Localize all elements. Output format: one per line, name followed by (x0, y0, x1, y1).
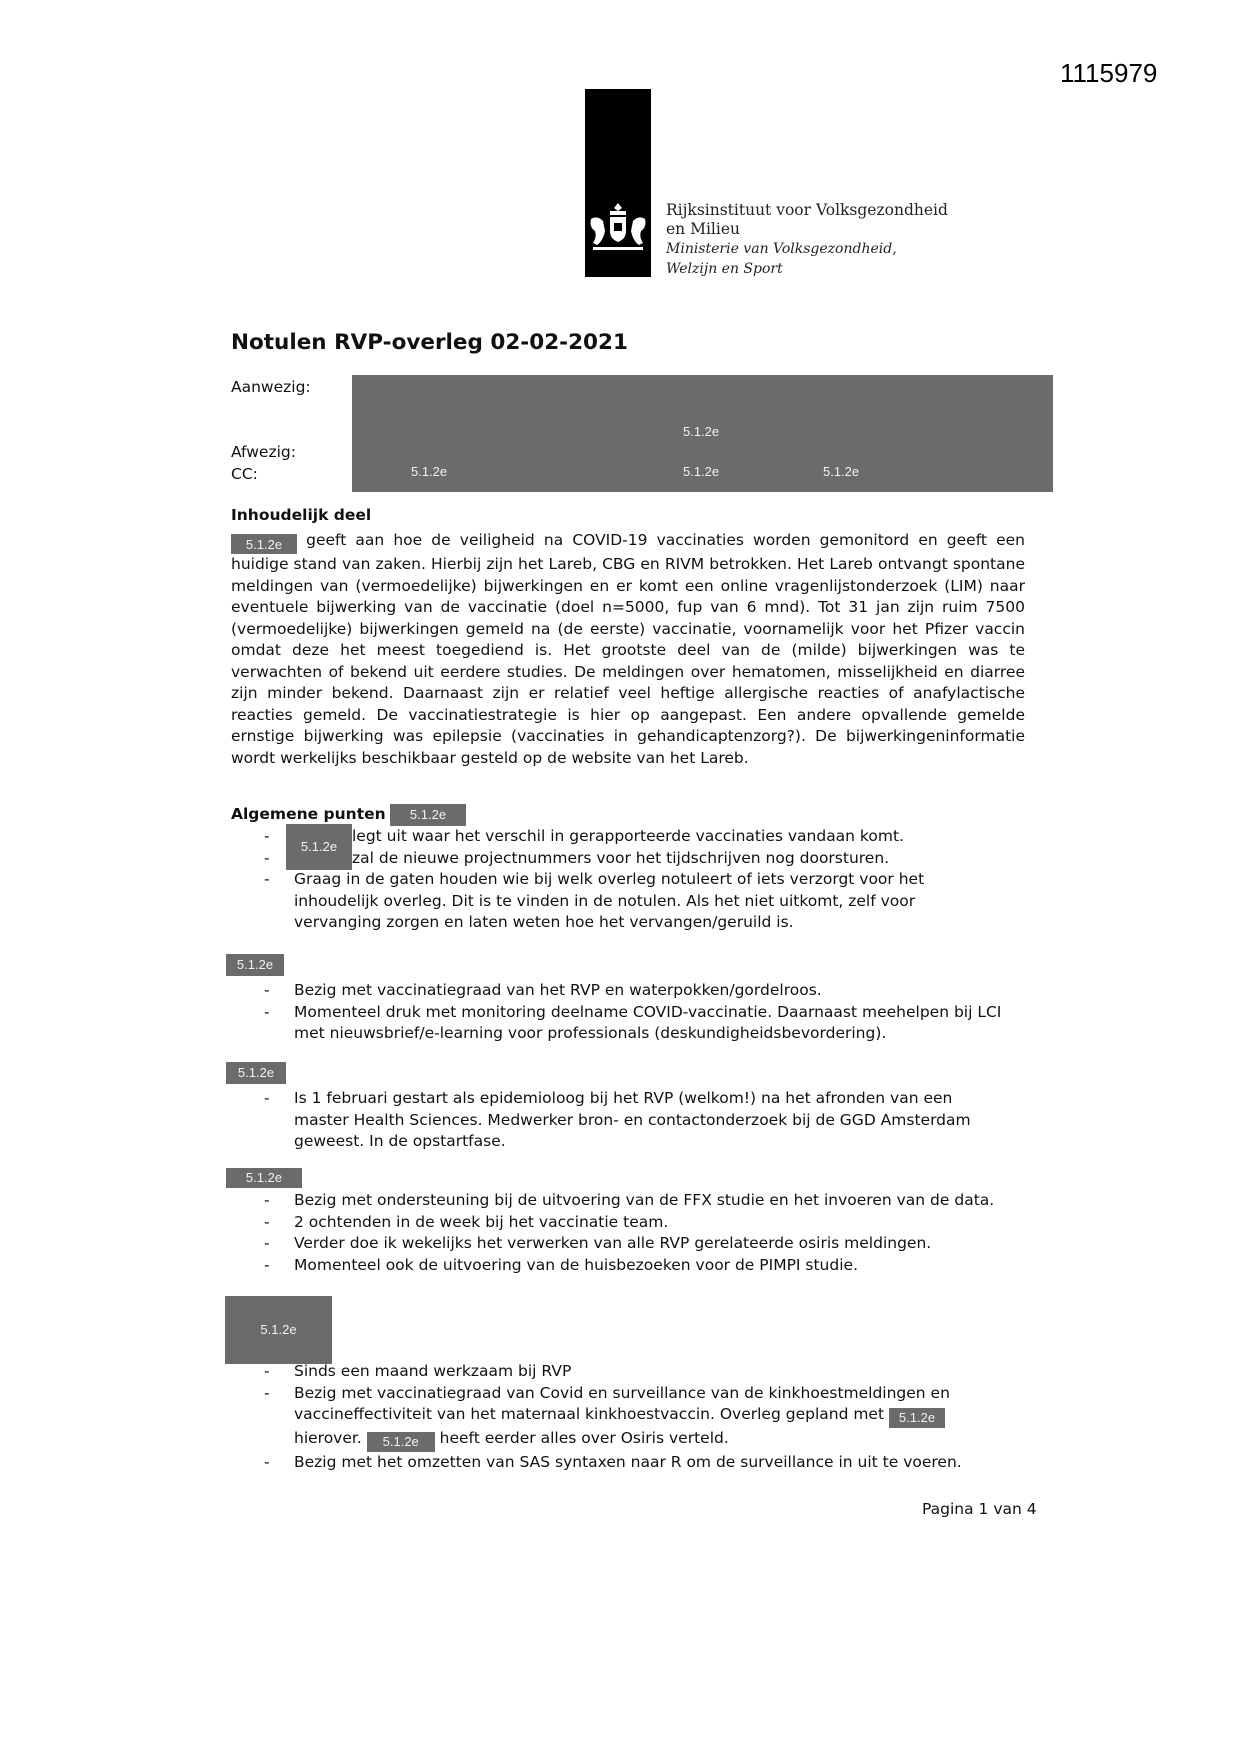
redaction-box: 5.1.2e (225, 1296, 332, 1364)
redaction-box: 5.1.2e (226, 1168, 302, 1188)
attendance-redaction (352, 375, 1053, 492)
list-item: - Bezig met ondersteuning bij de uitvoering van de FFX studie en het invoeren van de data. (231, 1190, 1031, 1212)
person-list (231, 980, 1011, 1045)
general-list (231, 826, 961, 934)
rijksoverheid-logo (585, 89, 651, 277)
ministry-line-1: Ministerie van Volksgezondheid, (666, 241, 897, 257)
list-item: - Momenteel ook de uitvoering van de huisbezoeken voor de PIMPI studie. (231, 1255, 1031, 1277)
list-item: - Is 1 februari gestart als epidemioloog bij het RVP (welkom!) na het afronden van een master Health Sciences. Medwerker bron- en contactonderzoek bij de GGD Amsterdam geweest. In de opstartfase. (231, 1088, 1011, 1153)
redaction-box: 5.1.2e (367, 1432, 435, 1452)
present-label: Aanwezig: (231, 378, 311, 396)
redaction-box: 5.1.2e (889, 1408, 945, 1428)
list-item: - Sinds een maand werkzaam bij RVP (231, 1361, 1011, 1383)
coat-of-arms-icon (587, 199, 649, 255)
org-line-2: en Milieu (666, 220, 740, 238)
person-list (231, 1088, 1011, 1153)
list-item: - 2 ochtenden in de week bij het vaccinatie team. (231, 1212, 1031, 1234)
list-item: - zal de nieuwe projectnummers voor het tijdschrijven nog doorsturen. (231, 848, 961, 870)
redaction-box: 5.1.2e (286, 824, 352, 870)
document-title: Notulen RVP-overleg 02-02-2021 (231, 330, 628, 355)
list-item: - Graag in de gaten houden wie bij welk overleg notuleert of iets verzorgt voor het inhoudelijk overleg. Dit is te vinden in de notulen. Als het niet uitkomt, zelf voor vervanging zorgen en laten weten hoe het vervangen/geruild is. (231, 869, 961, 934)
person-list (231, 1190, 1031, 1276)
redaction-code: 5.1.2e (683, 424, 720, 439)
organization-name (666, 201, 948, 279)
list-item: - legt uit waar het verschil in gerapporteerde vaccinaties vandaan komt. (231, 826, 961, 848)
list-item: - Bezig met vaccinatiegraad van het RVP en waterpokken/gordelroos. (231, 980, 1011, 1002)
content-section-heading: Inhoudelijk deel (231, 506, 372, 524)
document-number: 1115979 (1060, 58, 1158, 88)
redaction-box: 5.1.2e (390, 804, 466, 826)
redaction-box: 5.1.2e (226, 954, 284, 976)
page-indicator: Pagina 1 van 4 (922, 1500, 1037, 1518)
org-line-1: Rijksinstituut voor Volksgezondheid (666, 201, 948, 219)
redaction-box: 5.1.2e (226, 1062, 286, 1084)
list-item: - Bezig met vaccinatiegraad van Covid en surveillance van de kinkhoestmeldingen en vaccineffectiviteit van het maternaal kinkhoestvaccin. Overleg gepland met 5.1.2e hierover. 5.1.2e heeft eerder alles over Osiris verteld. (231, 1383, 1011, 1453)
redaction-code: 5.1.2e (823, 464, 860, 479)
list-item: - Momenteel druk met monitoring deelname COVID-vaccinatie. Daarnaast meehelpen bij LCI met nieuwsbrief/e-learning voor professionals (deskundigheidsbevordering). (231, 1002, 1011, 1045)
content-section-text: 5.1.2e geeft aan hoe de veiligheid na COVID-19 vaccinaties worden gemonitord en geeft een huidige stand van zaken. Hierbij zijn het Lareb, CBG en RIVM betrokken. Het Lareb ontvangt spontane meldingen van (vermoedelijke) bijwerkingen en er komt een online vragenlijstonderzoek (LIM) naar eventuele bijwerking van de vaccinatie (doel n=5000, fup van 6 mnd). Tot 31 jan zijn ruim 7500 (vermoedelijke) bijwerkingen gemeld na (de eerste) vaccinatie, voornamelijk voor het Pfizer vaccin omdat deze het meest toegediend is. Het grootste deel van de (milde) bijwerkingen was te verwachten of bekend uit eerdere studies. De meldingen over hematomen, misselijkheid en diarree zijn minder bekend. Daarnaast zijn er relatief veel heftige allergische reacties of anafylactische reacties gemeld. De vaccinatiestrategie is hier op aangepast. Een andere opvallende gemelde ernstige bijwerking was epilepsie (vaccinaties in gehandicaptenzorg?). De bijwerkingeninformatie wordt werkelijks beschikbaar gesteld op de website van het Lareb. (231, 531, 1025, 767)
cc-label: CC: (231, 465, 258, 483)
redaction-box: 5.1.2e (231, 534, 297, 554)
redaction-code: 5.1.2e (411, 464, 448, 479)
person-list (231, 1361, 1011, 1474)
ministry-line-2: Welzijn en Sport (666, 261, 783, 277)
general-section-heading: Algemene punten (231, 805, 386, 823)
list-item: - Bezig met het omzetten van SAS syntaxen naar R om de surveillance in uit te voeren. (231, 1452, 1011, 1474)
redaction-code: 5.1.2e (683, 464, 720, 479)
absent-label: Afwezig: (231, 443, 296, 461)
list-item: - Verder doe ik wekelijks het verwerken van alle RVP gerelateerde osiris meldingen. (231, 1233, 1031, 1255)
